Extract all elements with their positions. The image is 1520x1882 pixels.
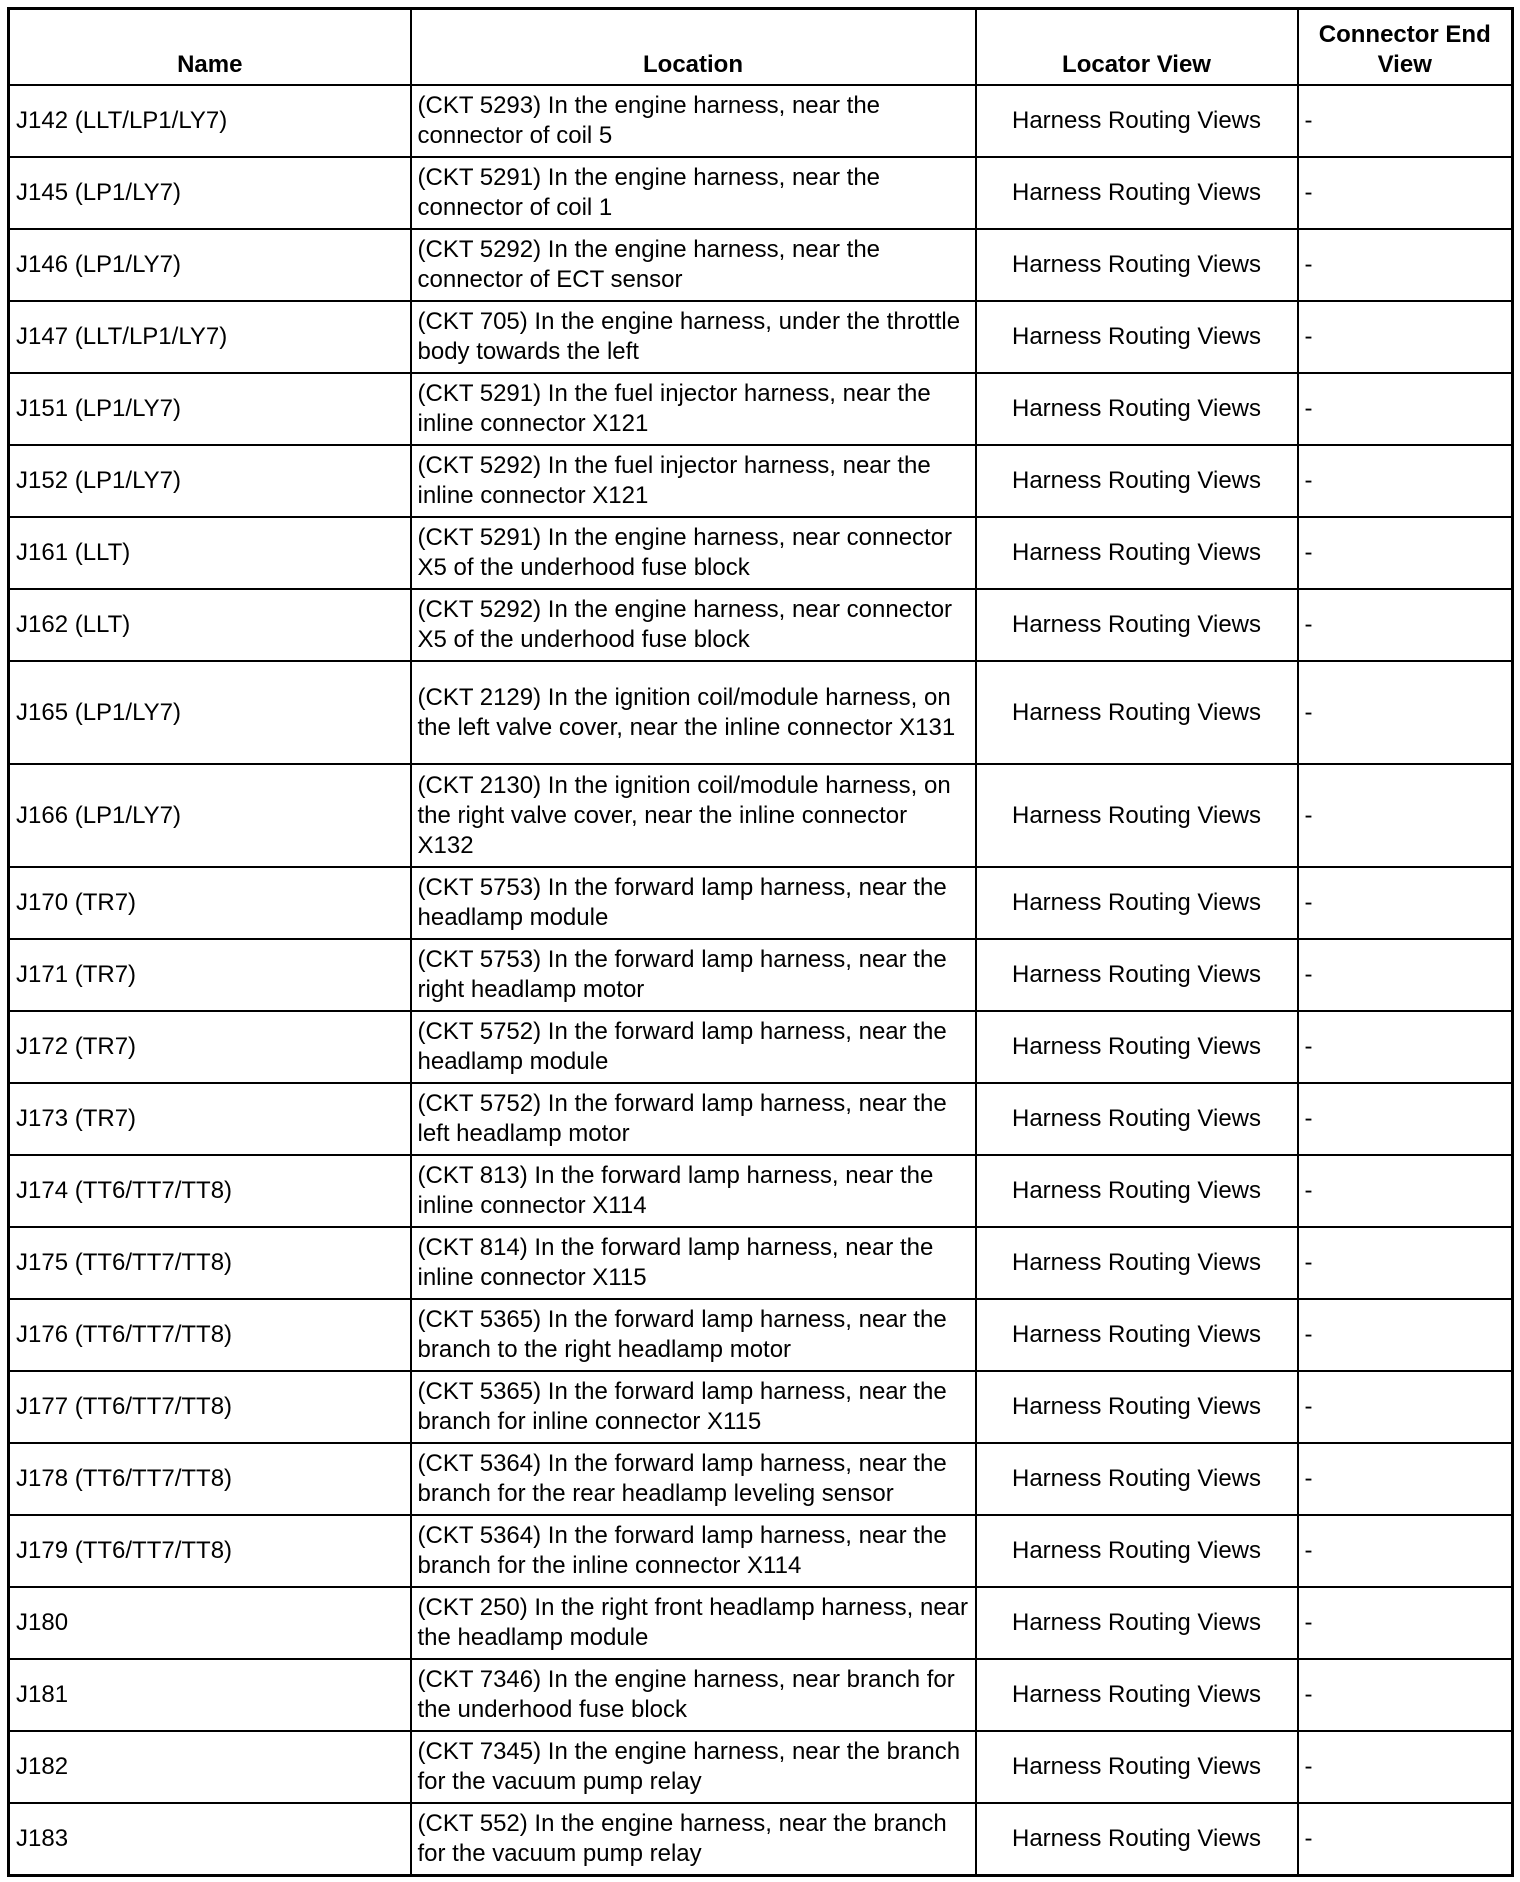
cell-name: J176 (TT6/TT7/TT8) [9, 1299, 411, 1371]
cell-connector-end-view: - [1298, 1371, 1513, 1443]
cell-locator-view: Harness Routing Views [976, 1803, 1298, 1876]
cell-location: (CKT 814) In the forward lamp harness, near the inline connector X115 [411, 1227, 976, 1299]
cell-locator-view: Harness Routing Views [976, 661, 1298, 764]
cell-locator-view: Harness Routing Views [976, 373, 1298, 445]
cell-locator-view: Harness Routing Views [976, 517, 1298, 589]
cell-location: (CKT 5752) In the forward lamp harness, near the left headlamp motor [411, 1083, 976, 1155]
table-row [9, 1515, 1513, 1587]
header-connector-end-view: Connector End View [1298, 9, 1513, 86]
table-row [9, 1587, 1513, 1659]
cell-location: (CKT 7345) In the engine harness, near the branch for the vacuum pump relay [411, 1731, 976, 1803]
header-location: Location [411, 9, 976, 86]
cell-location: (CKT 5291) In the fuel injector harness, near the inline connector X121 [411, 373, 976, 445]
cell-connector-end-view: - [1298, 1659, 1513, 1731]
cell-name: J142 (LLT/LP1/LY7) [9, 85, 411, 157]
cell-location: (CKT 5364) In the forward lamp harness, near the branch for the inline connector X114 [411, 1515, 976, 1587]
cell-name: J162 (LLT) [9, 589, 411, 661]
cell-locator-view: Harness Routing Views [976, 939, 1298, 1011]
cell-name: J179 (TT6/TT7/TT8) [9, 1515, 411, 1587]
table-row [9, 1155, 1513, 1227]
table-row [9, 1227, 1513, 1299]
table-row [9, 1011, 1513, 1083]
cell-name: J177 (TT6/TT7/TT8) [9, 1371, 411, 1443]
cell-connector-end-view: - [1298, 373, 1513, 445]
splice-location-table [7, 7, 1514, 1877]
cell-connector-end-view: - [1298, 939, 1513, 1011]
cell-connector-end-view: - [1298, 1299, 1513, 1371]
cell-name: J178 (TT6/TT7/TT8) [9, 1443, 411, 1515]
cell-connector-end-view: - [1298, 85, 1513, 157]
table-row [9, 939, 1513, 1011]
cell-connector-end-view: - [1298, 589, 1513, 661]
cell-name: J151 (LP1/LY7) [9, 373, 411, 445]
cell-connector-end-view: - [1298, 1155, 1513, 1227]
cell-location: (CKT 2130) In the ignition coil/module harness, on the right valve cover, near the inline connector X132 [411, 764, 976, 867]
cell-connector-end-view: - [1298, 445, 1513, 517]
cell-locator-view: Harness Routing Views [976, 1155, 1298, 1227]
cell-name: J147 (LLT/LP1/LY7) [9, 301, 411, 373]
table-row [9, 1371, 1513, 1443]
cell-name: J161 (LLT) [9, 517, 411, 589]
cell-locator-view: Harness Routing Views [976, 1299, 1298, 1371]
table-row [9, 1659, 1513, 1731]
cell-location: (CKT 5291) In the engine harness, near connector X5 of the underhood fuse block [411, 517, 976, 589]
cell-name: J172 (TR7) [9, 1011, 411, 1083]
cell-locator-view: Harness Routing Views [976, 85, 1298, 157]
table-row [9, 85, 1513, 157]
cell-name: J171 (TR7) [9, 939, 411, 1011]
cell-connector-end-view: - [1298, 1227, 1513, 1299]
table-row [9, 517, 1513, 589]
cell-connector-end-view: - [1298, 301, 1513, 373]
table-row [9, 373, 1513, 445]
cell-location: (CKT 5752) In the forward lamp harness, near the headlamp module [411, 1011, 976, 1083]
cell-name: J165 (LP1/LY7) [9, 661, 411, 764]
cell-connector-end-view: - [1298, 764, 1513, 867]
table-row [9, 1443, 1513, 1515]
table-row [9, 301, 1513, 373]
cell-name: J182 [9, 1731, 411, 1803]
table-row [9, 661, 1513, 764]
cell-connector-end-view: - [1298, 661, 1513, 764]
cell-location: (CKT 552) In the engine harness, near the branch for the vacuum pump relay [411, 1803, 976, 1876]
cell-locator-view: Harness Routing Views [976, 867, 1298, 939]
cell-connector-end-view: - [1298, 1803, 1513, 1876]
table-row [9, 867, 1513, 939]
cell-locator-view: Harness Routing Views [976, 229, 1298, 301]
cell-location: (CKT 5753) In the forward lamp harness, near the right headlamp motor [411, 939, 976, 1011]
cell-locator-view: Harness Routing Views [976, 445, 1298, 517]
cell-name: J170 (TR7) [9, 867, 411, 939]
cell-connector-end-view: - [1298, 517, 1513, 589]
cell-name: J173 (TR7) [9, 1083, 411, 1155]
cell-connector-end-view: - [1298, 229, 1513, 301]
table-header-row [9, 9, 1513, 86]
cell-location: (CKT 7346) In the engine harness, near branch for the underhood fuse block [411, 1659, 976, 1731]
cell-location: (CKT 5292) In the engine harness, near the connector of ECT sensor [411, 229, 976, 301]
cell-location: (CKT 5292) In the fuel injector harness, near the inline connector X121 [411, 445, 976, 517]
cell-locator-view: Harness Routing Views [976, 1443, 1298, 1515]
cell-name: J181 [9, 1659, 411, 1731]
cell-connector-end-view: - [1298, 1083, 1513, 1155]
cell-location: (CKT 5293) In the engine harness, near the connector of coil 5 [411, 85, 976, 157]
cell-connector-end-view: - [1298, 1515, 1513, 1587]
cell-connector-end-view: - [1298, 1011, 1513, 1083]
cell-locator-view: Harness Routing Views [976, 301, 1298, 373]
cell-location: (CKT 5292) In the engine harness, near connector X5 of the underhood fuse block [411, 589, 976, 661]
cell-location: (CKT 5291) In the engine harness, near the connector of coil 1 [411, 157, 976, 229]
cell-location: (CKT 5365) In the forward lamp harness, near the branch to the right headlamp motor [411, 1299, 976, 1371]
cell-name: J174 (TT6/TT7/TT8) [9, 1155, 411, 1227]
cell-locator-view: Harness Routing Views [976, 1587, 1298, 1659]
cell-locator-view: Harness Routing Views [976, 1659, 1298, 1731]
cell-locator-view: Harness Routing Views [976, 157, 1298, 229]
table-row [9, 1299, 1513, 1371]
cell-name: J145 (LP1/LY7) [9, 157, 411, 229]
cell-location: (CKT 5364) In the forward lamp harness, near the branch for the rear headlamp leveling sensor [411, 1443, 976, 1515]
cell-locator-view: Harness Routing Views [976, 764, 1298, 867]
cell-locator-view: Harness Routing Views [976, 589, 1298, 661]
table-row [9, 1803, 1513, 1876]
cell-locator-view: Harness Routing Views [976, 1731, 1298, 1803]
table-row [9, 1083, 1513, 1155]
cell-location: (CKT 5753) In the forward lamp harness, near the headlamp module [411, 867, 976, 939]
table-row [9, 229, 1513, 301]
cell-locator-view: Harness Routing Views [976, 1371, 1298, 1443]
cell-location: (CKT 2129) In the ignition coil/module harness, on the left valve cover, near the inline connector X131 [411, 661, 976, 764]
cell-locator-view: Harness Routing Views [976, 1011, 1298, 1083]
cell-connector-end-view: - [1298, 157, 1513, 229]
table-row [9, 589, 1513, 661]
table-row [9, 157, 1513, 229]
cell-locator-view: Harness Routing Views [976, 1515, 1298, 1587]
cell-location: (CKT 813) In the forward lamp harness, near the inline connector X114 [411, 1155, 976, 1227]
cell-connector-end-view: - [1298, 867, 1513, 939]
cell-name: J146 (LP1/LY7) [9, 229, 411, 301]
cell-name: J175 (TT6/TT7/TT8) [9, 1227, 411, 1299]
cell-connector-end-view: - [1298, 1587, 1513, 1659]
header-name: Name [9, 9, 411, 86]
cell-locator-view: Harness Routing Views [976, 1083, 1298, 1155]
cell-name: J183 [9, 1803, 411, 1876]
cell-connector-end-view: - [1298, 1731, 1513, 1803]
cell-name: J180 [9, 1587, 411, 1659]
cell-locator-view: Harness Routing Views [976, 1227, 1298, 1299]
cell-location: (CKT 5365) In the forward lamp harness, near the branch for inline connector X115 [411, 1371, 976, 1443]
cell-connector-end-view: - [1298, 1443, 1513, 1515]
cell-name: J166 (LP1/LY7) [9, 764, 411, 867]
cell-location: (CKT 250) In the right front headlamp harness, near the headlamp module [411, 1587, 976, 1659]
splice-location-table-wrapper [7, 7, 1511, 1877]
table-body [9, 85, 1513, 1876]
header-locator-view: Locator View [976, 9, 1298, 86]
table-row [9, 1731, 1513, 1803]
cell-location: (CKT 705) In the engine harness, under the throttle body towards the left [411, 301, 976, 373]
table-row [9, 445, 1513, 517]
cell-name: J152 (LP1/LY7) [9, 445, 411, 517]
table-row [9, 764, 1513, 867]
